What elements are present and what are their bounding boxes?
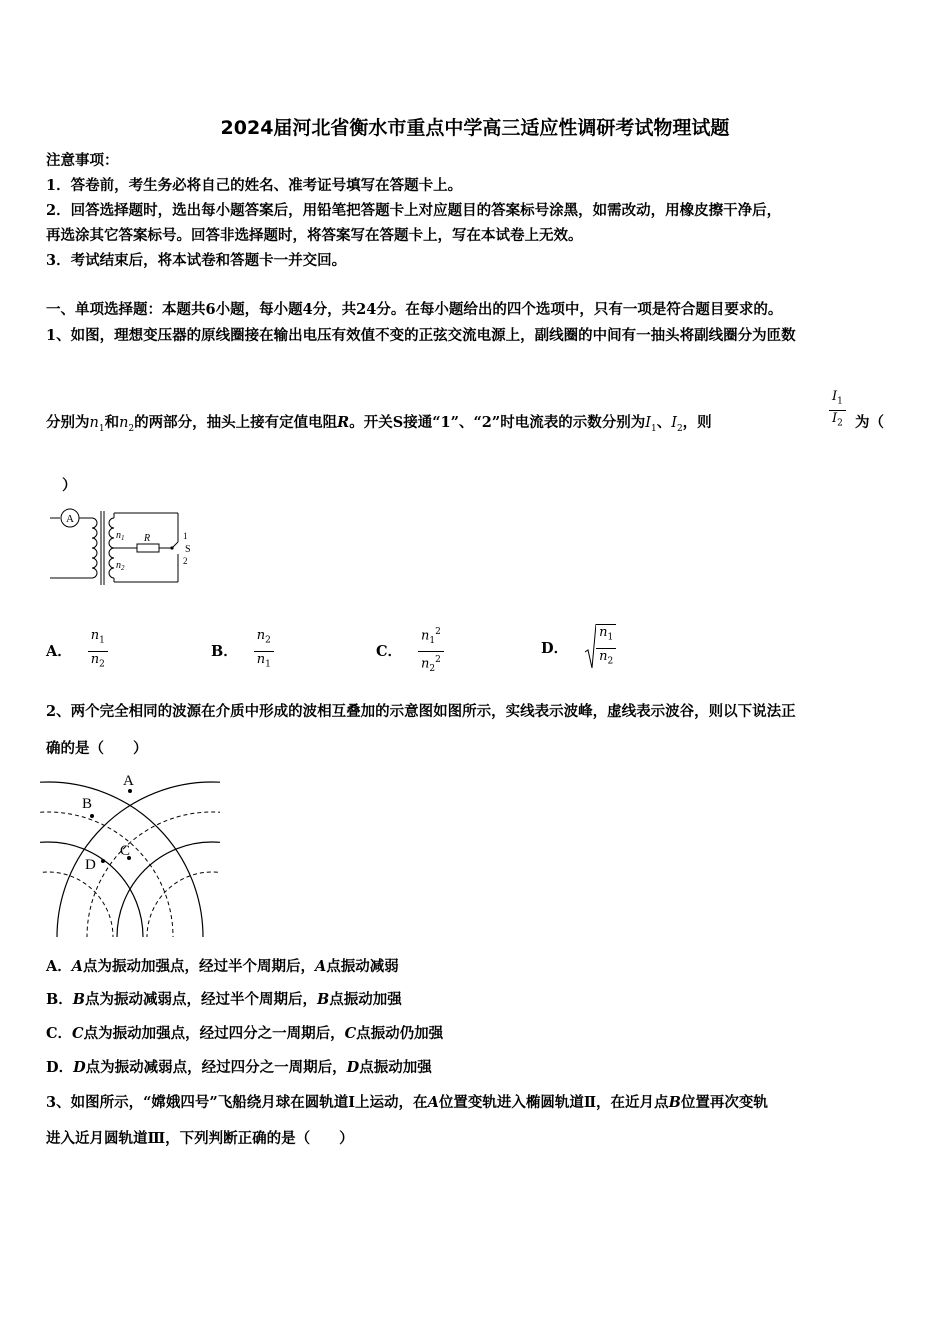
q3-line1: 3、如图所示，“嫦娥四号”飞船绕月球在圆轨道Ⅰ上运动，在A位置变轨进入椭圆轨道Ⅱ，在近月点B位置再次变轨 xyxy=(46,1094,768,1111)
q3-line2: 进入近月圆轨道Ⅲ，下列判断正确的是（ ） xyxy=(46,1130,354,1147)
q1-R: R xyxy=(337,414,350,431)
notice-item-1: 1．答卷前，考生务必将自己的姓名、准考证号填写在答题卡上。 xyxy=(46,177,463,194)
q1-line2-end: 为（ xyxy=(855,414,884,431)
q2-line2: 确的是（ ） xyxy=(46,740,148,757)
point-D-label: D xyxy=(85,857,96,873)
q1-option-d[interactable]: D． $\frac{n_1}{n_2}$ xyxy=(541,622,616,672)
q1-ratio-fraction: $\frac{I_1}{I_2}$ xyxy=(829,389,846,431)
q2-option-d[interactable]: D．D点为振动减弱点，经过四分之一周期后，D点振动加强 xyxy=(46,1059,432,1076)
notice-item-2a: 2．回答选择题时，选出每小题答案后，用铅笔把答题卡上对应题目的答案标号涂黑，如需改动，用橡皮擦干净后， xyxy=(46,202,782,219)
page-title: 2024届河北省衡水市重点中学高三适应性调研考试物理试题 xyxy=(220,117,730,139)
wave-interference-figure xyxy=(40,765,220,940)
sqrt-sign-icon xyxy=(584,622,596,672)
q1-sep: 、 xyxy=(656,414,672,431)
q1-n1: $n_1$ xyxy=(89,415,105,434)
q1-and: 和 xyxy=(104,414,120,431)
notice-item-3: 3．考试结束后，将本试卷和答题卡一并交回。 xyxy=(46,252,347,269)
q1-option-c[interactable]: C． $\frac{n_1^2}{n_2^2}$ xyxy=(376,624,444,677)
q1-option-a[interactable]: A． $\frac{n_1}{n_2}$ xyxy=(46,628,108,672)
fig-R-label: R xyxy=(144,533,151,544)
q2-line1: 2、两个完全相同的波源在介质中形成的波相互叠加的示意图如图所示，实线表示波峰，虚线表示波谷，则以下说法正 xyxy=(46,703,796,720)
fig-switch-S: S xyxy=(185,544,191,555)
transformer-circuit-figure xyxy=(46,505,196,587)
notice-item-2b: 再选涂其它答案标号。回答非选择题时，将答案写在答题卡上，写在本试卷上无效。 xyxy=(46,227,583,244)
q1-line1: 1、如图，理想变压器的原线圈接在输出电压有效值不变的正弦交流电源上，副线圈的中间有一抽头将副线圈分为匝数 xyxy=(46,327,796,344)
q2-option-c[interactable]: C．C点为振动加强点，经过四分之一周期后，C点振动仍加强 xyxy=(46,1025,444,1042)
q1-n2: $n_2$ xyxy=(119,415,135,434)
q1-option-b[interactable]: B． $\frac{n_2}{n_1}$ xyxy=(211,628,274,672)
fig-terminal-2: 2 xyxy=(183,556,188,566)
q1-line2 xyxy=(46,413,712,439)
q2-option-b[interactable]: B．B点为振动减弱点，经过半个周期后，B点振动加强 xyxy=(46,991,402,1008)
point-A-label: A xyxy=(123,773,134,789)
q1-I1: $I_1$ xyxy=(645,415,657,434)
q1-close-paren: ） xyxy=(62,477,77,494)
ammeter-label: A xyxy=(66,513,74,525)
q1-text-a: 分别为 xyxy=(46,414,90,431)
notice-heading: 注意事项： xyxy=(46,152,119,169)
fig-n2-label: $n_2$ xyxy=(116,560,125,572)
q1-I2: $I_2$ xyxy=(671,415,683,434)
fig-n1-label: $n_1$ xyxy=(116,530,125,542)
q2-option-a[interactable]: A．A点为振动加强点，经过半个周期后，A点振动减弱 xyxy=(46,958,399,975)
fig-terminal-1: 1 xyxy=(183,531,188,541)
q1-text-c: 。开关S接通“1”、“2”时电流表的示数分别为 xyxy=(349,414,646,431)
section-heading: 一、单项选择题：本题共6小题，每小题4分，共24分。在每小题给出的四个选项中，只有一项是符合题目要求的。 xyxy=(46,301,783,318)
q1-text-d: ，则 xyxy=(682,414,712,431)
point-C-label: C xyxy=(120,843,131,859)
q1-text-b: 的两部分，抽头上接有定值电阻 xyxy=(134,414,338,431)
point-B-label: B xyxy=(82,796,93,812)
